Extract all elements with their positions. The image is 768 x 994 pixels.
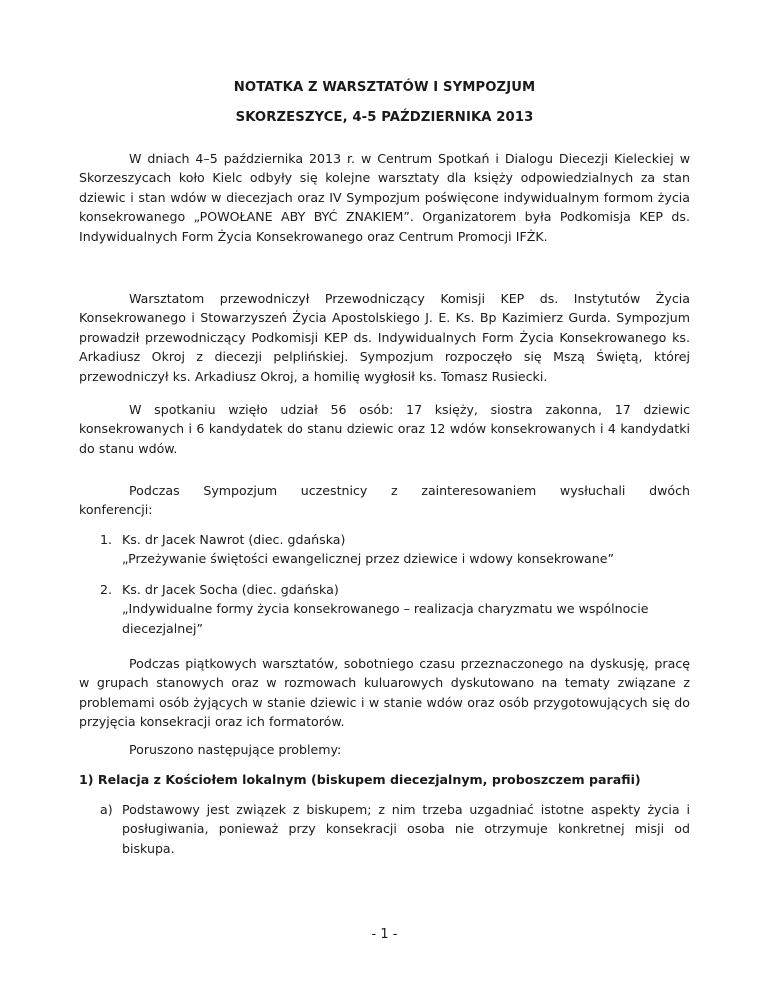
conference-speaker: Ks. dr Jacek Socha (diec. gdańska) bbox=[122, 582, 339, 597]
paragraph-intro: W dniach 4–5 października 2013 r. w Centrum Spotkań i Dialogu Diecezji Kieleckiej w Skorzeszycach koło Kielc odbyły się kolejne warsztaty dla księży odpowiedzialnych za stan dziewic i stan wdów w diecezjach oraz IV Sympozjum poświęcone indywidualnym formom życia konsekrowanego „POWOŁANE ABY BYĆ ZNAKIEM”. Organizatorem była Podkomisja KEP ds. Indywidualnych Form Życia Konsekrowanego oraz Centrum Promocji IFŻK. bbox=[79, 151, 690, 244]
list-number: 1. bbox=[100, 532, 113, 547]
page-number: - 1 - bbox=[371, 927, 398, 942]
document-title: NOTATKA Z WARSZTATÓW I SYMPOZJUM bbox=[233, 80, 536, 95]
paragraph-participants: W spotkaniu wzięło udział 56 osób: 17 księży, siostra zakonna, 17 dziewic konsekrowanych i 6 kandydatek do stanu dziewic oraz 12 wdów konsekrowanych i 4 kandydatki do stanu wdów. bbox=[79, 402, 690, 456]
section-list-item bbox=[100, 800, 690, 858]
conference-topic: „Indywidualne formy życia konsekrowanego – realizacja charyzmatu we wspólnocie diecezjalnej” bbox=[122, 601, 649, 636]
list-number: 2. bbox=[100, 582, 113, 597]
paragraph-conferences-intro: Podczas Sympozjum uczestnicy z zainteresowaniem wysłuchali dwóch bbox=[129, 483, 690, 498]
document-page bbox=[79, 0, 690, 994]
paragraph-problems-intro: Poruszono następujące problemy: bbox=[129, 742, 342, 757]
section-heading: 1) Relacja z Kościołem lokalnym (biskupem diecezjalnym, proboszczem parafii) bbox=[79, 772, 641, 787]
document-subtitle: SKORZESZYCE, 4-5 PAŹDZIERNIKA 2013 bbox=[235, 110, 534, 125]
paragraph-workshops: Podczas piątkowych warsztatów, sobotniego czasu przeznaczonego na dyskusję, pracę w grupach stanowych oraz w rozmowach kuluarowych dyskutowano na tematy związane z problemami osób żyjących w stanie dziewic i w stanie wdów oraz osób przygotowujących się do przyjęcia konsekracji oraz ich formatorów. bbox=[79, 656, 690, 730]
conference-speaker: Ks. dr Jacek Nawrot (diec. gdańska) bbox=[122, 532, 346, 547]
conference-topic: „Przeżywanie świętości ewangelicznej przez dziewice i wdowy konsekrowane” bbox=[122, 551, 615, 567]
conference-item bbox=[100, 530, 690, 569]
paragraph-conferences-intro-end: konferencji: bbox=[79, 502, 153, 517]
conference-item bbox=[100, 580, 690, 638]
paragraph-leadership: Warsztatom przewodniczył Przewodniczący Komisji KEP ds. Instytutów Życia Konsekrowanego i Stowarzyszeń Życia Apostolskiego J. E. Ks. Bp Kazimierz Gurda. Sympozjum prowadził przewodniczący Podkomisji KEP ds. Indywidualnych Form Życia Konsekrowanego ks. Arkadiusz Okroj z diecezji pelplińskiej. Sympozjum rozpoczęło się Mszą Świętą, której przewodniczył ks. Arkadiusz Okroj, a homilię wygłosił ks. Tomasz Rusiecki. bbox=[79, 291, 690, 384]
list-item-text: Podstawowy jest związek z biskupem; z nim trzeba uzgadniać istotne aspekty życia i posługiwania, ponieważ przy konsekracji osoba nie otrzymuje konkretnej misji od biskupa. bbox=[122, 802, 690, 856]
list-letter: a) bbox=[100, 802, 113, 817]
